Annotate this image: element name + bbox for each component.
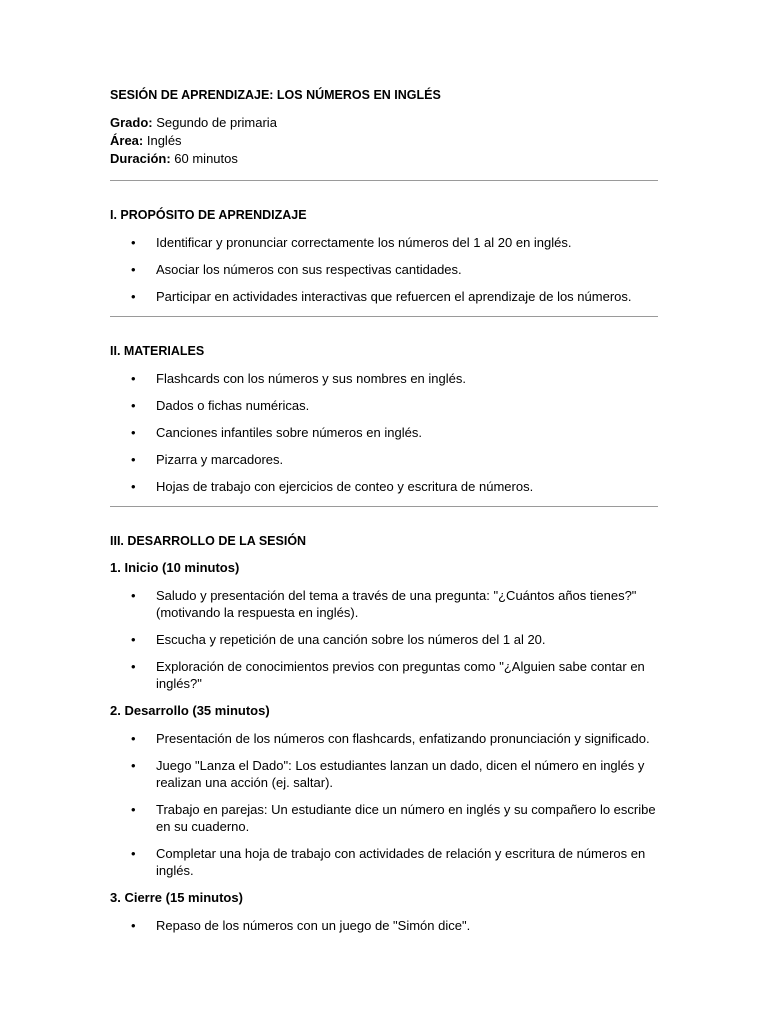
area-label: Área:	[110, 133, 144, 148]
bullet-icon: •	[131, 659, 136, 674]
bullet-icon: •	[131, 918, 136, 933]
purpose-heading: I. PROPÓSITO DE APRENDIZAJE	[110, 208, 307, 222]
list-item-text: Exploración de conocimientos previos con preguntas como "¿Alguien sabe contar en inglés?"	[156, 659, 645, 691]
bullet-icon: •	[131, 262, 136, 277]
list-item-text: Participar en actividades interactivas que refuercen el aprendizaje de los números.	[156, 289, 632, 304]
list-item-text: Repaso de los números con un juego de "Simón dice".	[156, 918, 471, 933]
list-item	[110, 234, 658, 251]
list-item	[110, 370, 658, 387]
divider	[110, 180, 658, 181]
bullet-icon: •	[131, 371, 136, 386]
bullet-icon: •	[131, 425, 136, 440]
bullet-icon: •	[131, 588, 136, 603]
area-value: Inglés	[143, 133, 182, 148]
list-item-text: Juego "Lanza el Dado": Los estudiantes lanzan un dado, dicen el número en inglés y realizan una acción (ej. saltar).	[156, 758, 645, 790]
list-item	[110, 261, 658, 278]
list-item	[110, 478, 658, 495]
list-item-text: Hojas de trabajo con ejercicios de conteo y escritura de números.	[156, 479, 534, 494]
list-item-text: Dados o fichas numéricas.	[156, 398, 310, 413]
area-line	[110, 132, 658, 150]
list-item	[110, 801, 658, 835]
grade-value: Segundo de primaria	[152, 115, 277, 130]
materials-heading: II. MATERIALES	[110, 344, 205, 358]
session-info	[110, 114, 658, 168]
list-item-text: Canciones infantiles sobre números en inglés.	[156, 425, 422, 440]
list-item	[110, 424, 658, 441]
duration-label: Duración:	[110, 151, 171, 166]
closing-subheading: 3. Cierre (15 minutos)	[110, 890, 243, 905]
list-item-text: Escucha y repetición de una canción sobre los números del 1 al 20.	[156, 632, 546, 647]
start-list	[110, 587, 658, 692]
bullet-icon: •	[131, 846, 136, 861]
list-item	[110, 288, 658, 305]
duration-value: 60 minutos	[170, 151, 238, 166]
development-subheading: 2. Desarrollo (35 minutos)	[110, 703, 270, 718]
divider	[110, 506, 658, 507]
purpose-list	[110, 234, 658, 305]
list-item	[110, 631, 658, 648]
list-item	[110, 658, 658, 692]
list-item	[110, 451, 658, 468]
list-item-text: Presentación de los números con flashcards, enfatizando pronunciación y significado.	[156, 731, 650, 746]
list-item	[110, 917, 658, 934]
document-page	[110, 87, 658, 934]
list-item	[110, 757, 658, 791]
bullet-icon: •	[131, 802, 136, 817]
development-list	[110, 730, 658, 879]
duration-line	[110, 150, 658, 168]
bullet-icon: •	[131, 289, 136, 304]
bullet-icon: •	[131, 235, 136, 250]
bullet-icon: •	[131, 731, 136, 746]
grade-line	[110, 114, 658, 132]
list-item	[110, 730, 658, 747]
bullet-icon: •	[131, 398, 136, 413]
list-item	[110, 397, 658, 414]
bullet-icon: •	[131, 632, 136, 647]
bullet-icon: •	[131, 758, 136, 773]
list-item-text: Pizarra y marcadores.	[156, 452, 284, 467]
closing-list	[110, 917, 658, 934]
divider	[110, 316, 658, 317]
list-item-text: Identificar y pronunciar correctamente los números del 1 al 20 en inglés.	[156, 235, 572, 250]
list-item	[110, 587, 658, 621]
list-item-text: Trabajo en parejas: Un estudiante dice un número en inglés y su compañero lo escribe en su cuaderno.	[156, 802, 656, 834]
bullet-icon: •	[131, 479, 136, 494]
list-item-text: Asociar los números con sus respectivas cantidades.	[156, 262, 462, 277]
list-item	[110, 845, 658, 879]
materials-list	[110, 370, 658, 495]
bullet-icon: •	[131, 452, 136, 467]
list-item-text: Flashcards con los números y sus nombres en inglés.	[156, 371, 466, 386]
start-subheading: 1. Inicio (10 minutos)	[110, 560, 240, 575]
list-item-text: Completar una hoja de trabajo con actividades de relación y escritura de números en inglés.	[156, 846, 646, 878]
grade-label: Grado:	[110, 115, 153, 130]
document-title: SESIÓN DE APRENDIZAJE: LOS NÚMEROS EN INGLÉS	[110, 88, 441, 102]
session-development-heading: III. DESARROLLO DE LA SESIÓN	[110, 534, 307, 548]
list-item-text: Saludo y presentación del tema a través de una pregunta: "¿Cuántos años tienes?" (motivando la respuesta en inglés).	[156, 588, 637, 620]
